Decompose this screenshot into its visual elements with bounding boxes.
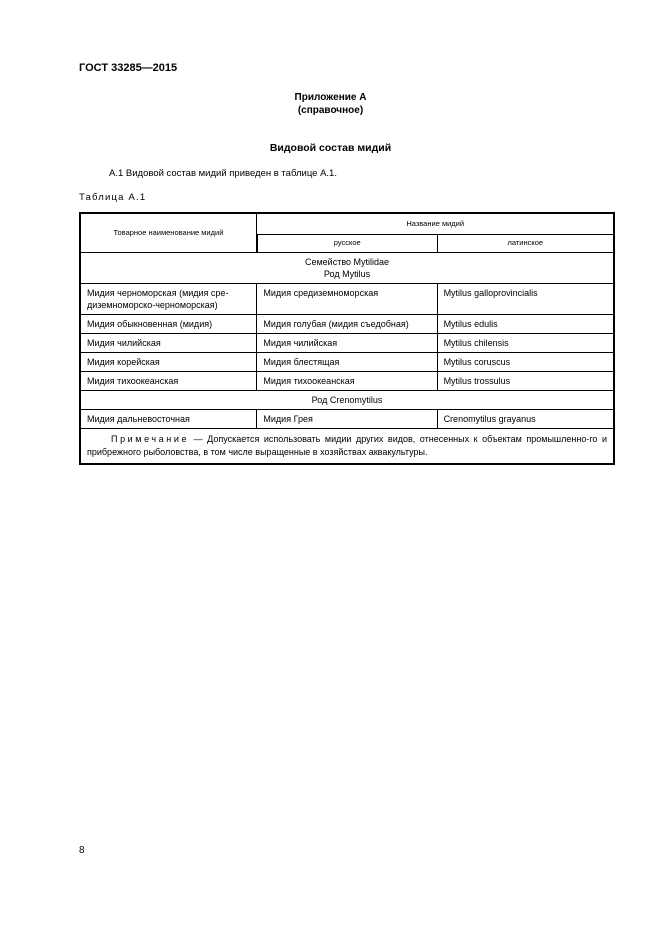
page-number: 8 [79, 845, 85, 856]
note-label: Примечание [111, 434, 190, 444]
standard-code: ГОСТ 33285—2015 [79, 62, 178, 74]
header-russian: русское [257, 234, 437, 252]
group-row [80, 253, 614, 284]
header-latin: латинское [437, 234, 614, 252]
trade-name-cell: Мидия тихоокеанская [80, 372, 257, 391]
trade-name-cell: Мидия обыкновенная (мидия) [80, 315, 257, 334]
russian-name-cell: Мидия Грея [257, 410, 437, 429]
genus-name: Род Crenomytilus [80, 391, 614, 410]
russian-name-cell: Мидия голубая (мидия съедобная) [257, 315, 437, 334]
section-title: Видовой состав мидий [269, 142, 392, 154]
latin-name-cell: Mytilus chilensis [437, 334, 614, 353]
russian-name-cell: Мидия средиземноморская [257, 284, 437, 315]
header-name-group: Название мидий [257, 213, 614, 234]
group-title [80, 253, 614, 284]
group-row [80, 391, 614, 410]
species-table [79, 212, 615, 465]
trade-name-cell: Мидия чилийская [80, 334, 257, 353]
russian-name-cell: Мидия тихоокеанская [257, 372, 437, 391]
table-note [80, 429, 614, 465]
table-row [80, 334, 614, 353]
latin-name-cell: Mytilus coruscus [437, 353, 614, 372]
table-row [80, 372, 614, 391]
table-row [80, 284, 614, 315]
table-row [80, 315, 614, 334]
russian-name-cell: Мидия чилийская [257, 334, 437, 353]
trade-name-cell: Мидия корейская [80, 353, 257, 372]
table-row [80, 353, 614, 372]
genus-name: Род Mytilus [323, 269, 371, 279]
header-trade-name: Товарное наименование мидий [80, 213, 257, 253]
trade-name-cell: Мидия черноморская (мидия сре- диземноморско-черноморская) [80, 284, 257, 315]
latin-name-cell: Mytilus trossulus [437, 372, 614, 391]
family-name: Семейство Mytilidae [304, 257, 390, 267]
appendix-title: Приложение А [294, 92, 367, 103]
note-row [80, 429, 614, 465]
appendix-status: (справочное) [297, 105, 364, 116]
russian-name-cell: Мидия блестящая [257, 353, 437, 372]
latin-name-cell: Crenomytilus grayanus [437, 410, 614, 429]
note-text: — Допускается использовать мидии других видов, отнесенных к объектам промышленно-го и прибрежного рыболовства, в том числе выращенные в хозяйствах аквакультуры. [87, 434, 607, 457]
table-row [80, 410, 614, 429]
appendix-heading [0, 91, 661, 117]
intro-paragraph: А.1 Видовой состав мидий приведен в таблице А.1. [109, 168, 337, 179]
table-label: Таблица А.1 [79, 192, 147, 203]
trade-name-cell: Мидия дальневосточная [80, 410, 257, 429]
table-header-row [80, 213, 614, 234]
latin-name-cell: Mytilus edulis [437, 315, 614, 334]
latin-name-cell: Mytilus galloprovincialis [437, 284, 614, 315]
